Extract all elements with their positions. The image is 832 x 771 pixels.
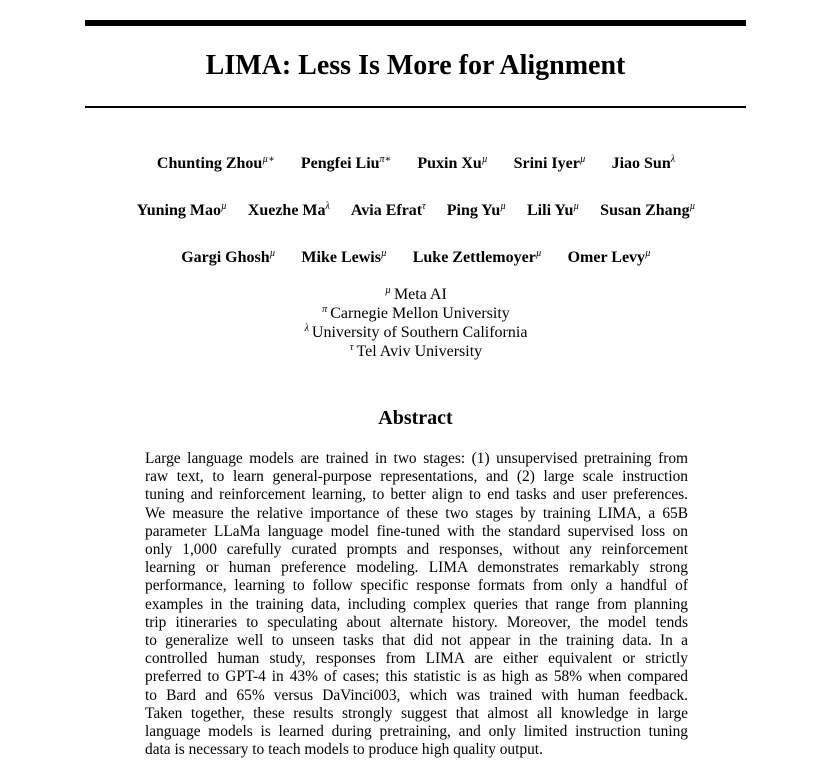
author-affiliation-mark: µ∗	[262, 154, 275, 165]
author	[157, 153, 275, 175]
affiliation	[0, 285, 832, 304]
abstract-line: to generalize well to unseen tasks that did not appear in the training data. In a	[145, 632, 688, 650]
abstract-line: raw text, to learn general-purpose representations, and (2) large scale instruction	[145, 468, 688, 486]
affiliation-mark: µ	[385, 285, 391, 296]
author-affiliation-mark: µ	[535, 248, 542, 259]
author-name: Avia Efrat	[350, 202, 423, 219]
affiliation	[0, 342, 832, 361]
author	[181, 247, 275, 269]
abstract-line: learning or human preference modeling. LIMA demonstrates remarkably strong	[145, 559, 688, 577]
author-affiliation-mark: µ	[500, 201, 506, 212]
affiliation	[0, 323, 832, 342]
author-name: Srini Iyer	[513, 155, 580, 172]
abstract-line: Taken together, these results strongly suggest that almost all knowledge in large	[145, 704, 688, 722]
author-affiliation-mark: µ	[645, 248, 651, 259]
affiliation	[0, 304, 832, 323]
abstract-line: controlled human study, responses from LIMA are either equivalent or strictly	[145, 650, 688, 668]
abstract-line: only 1,000 carefully curated prompts and responses, without any reinforcement	[145, 541, 688, 559]
author-name: Xuezhe Ma	[247, 202, 326, 219]
affiliation-mark: λ	[304, 323, 309, 334]
author-name: Susan Zhang	[600, 202, 690, 219]
author-name: Luke Zettlemoyer	[412, 249, 536, 266]
author-name: Omer Levy	[567, 249, 646, 266]
abstract-line: language models is learned during pretraining, and only limited instruction tuning	[145, 723, 688, 741]
abstract-line: parameter LLaMa language model fine-tuned with the standard supervised loss on	[145, 522, 688, 540]
author-affiliation-mark: µ	[579, 154, 586, 165]
author-affiliation-mark: µ	[573, 201, 580, 212]
author	[137, 200, 227, 222]
author	[447, 200, 506, 222]
authors-row-3	[0, 247, 832, 269]
author-name: Jiao Sun	[611, 155, 671, 172]
top-rule	[85, 20, 746, 26]
author-name: Yuning Mao	[136, 202, 221, 219]
author-affiliation-mark: µ	[269, 248, 276, 259]
abstract-line: trip itineraries to speculating about alternate history. Moreover, the model tends	[145, 613, 688, 631]
author-affiliation-mark: µ	[380, 248, 387, 259]
affiliation-name: Tel Aviv University	[356, 343, 483, 360]
author	[417, 153, 487, 175]
author	[612, 153, 675, 175]
author-name: Mike Lewis	[301, 249, 381, 266]
paper-title: LIMA: Less Is More for Alignment	[205, 50, 626, 81]
abstract-line: examples in the training data, including complex queries that range from planning	[145, 595, 688, 613]
abstract-line: We measure the relative importance of these two stages by training LIMA, a 65B	[145, 504, 688, 522]
author-name: Chunting Zhou	[156, 155, 263, 172]
author	[514, 153, 586, 175]
abstract-line: data is necessary to teach models to produce high quality output.	[145, 741, 543, 759]
author	[568, 247, 651, 269]
affiliation-mark: π	[322, 304, 328, 315]
author-affiliation-mark: λ	[325, 201, 330, 212]
affiliations	[0, 285, 832, 361]
abstract-line: performance, learning to follow specific response formats from only a handful of	[145, 577, 688, 595]
author-name: Puxin Xu	[417, 155, 482, 172]
authors-row-1	[0, 153, 832, 175]
author-affiliation-mark: µ	[689, 201, 696, 212]
affiliation-name: Meta AI	[393, 286, 447, 303]
author-affiliation-mark: µ	[481, 154, 488, 165]
author	[301, 153, 391, 175]
abstract-line: tuning and reinforcement learning, to better align to end tasks and user preferences.	[145, 486, 688, 504]
author-name: Lili Yu	[527, 202, 574, 219]
authors-row-2	[0, 200, 832, 222]
author	[248, 200, 330, 222]
author-affiliation-mark: µ	[221, 201, 227, 212]
abstract-heading: Abstract	[378, 407, 453, 429]
author-affiliation-mark: λ	[670, 154, 676, 165]
abstract-body	[145, 450, 688, 759]
author	[413, 247, 542, 269]
abstract-line: preferred to GPT-4 in 43% of cases; this statistic is as high as 58% when compared	[145, 668, 688, 686]
author-affiliation-mark: π∗	[379, 154, 392, 165]
abstract-line: to Bard and 65% versus DaVinci003, which was trained with human feedback.	[145, 686, 688, 704]
author-name: Pengfei Liu	[300, 155, 380, 172]
author	[527, 200, 579, 222]
affiliation-mark: τ	[349, 342, 354, 353]
author	[600, 200, 695, 222]
author-name: Ping Yu	[446, 202, 501, 219]
affiliation-name: Carnegie Mellon University	[330, 305, 510, 322]
author-name: Gargi Ghosh	[181, 249, 270, 266]
abstract-line: Large language models are trained in two stages: (1) unsupervised pretraining from	[145, 450, 688, 467]
affiliation-name: University of Southern California	[311, 324, 528, 341]
author-affiliation-mark: τ	[422, 201, 426, 212]
author	[301, 247, 386, 269]
author	[351, 200, 426, 222]
title-rule	[85, 106, 746, 108]
